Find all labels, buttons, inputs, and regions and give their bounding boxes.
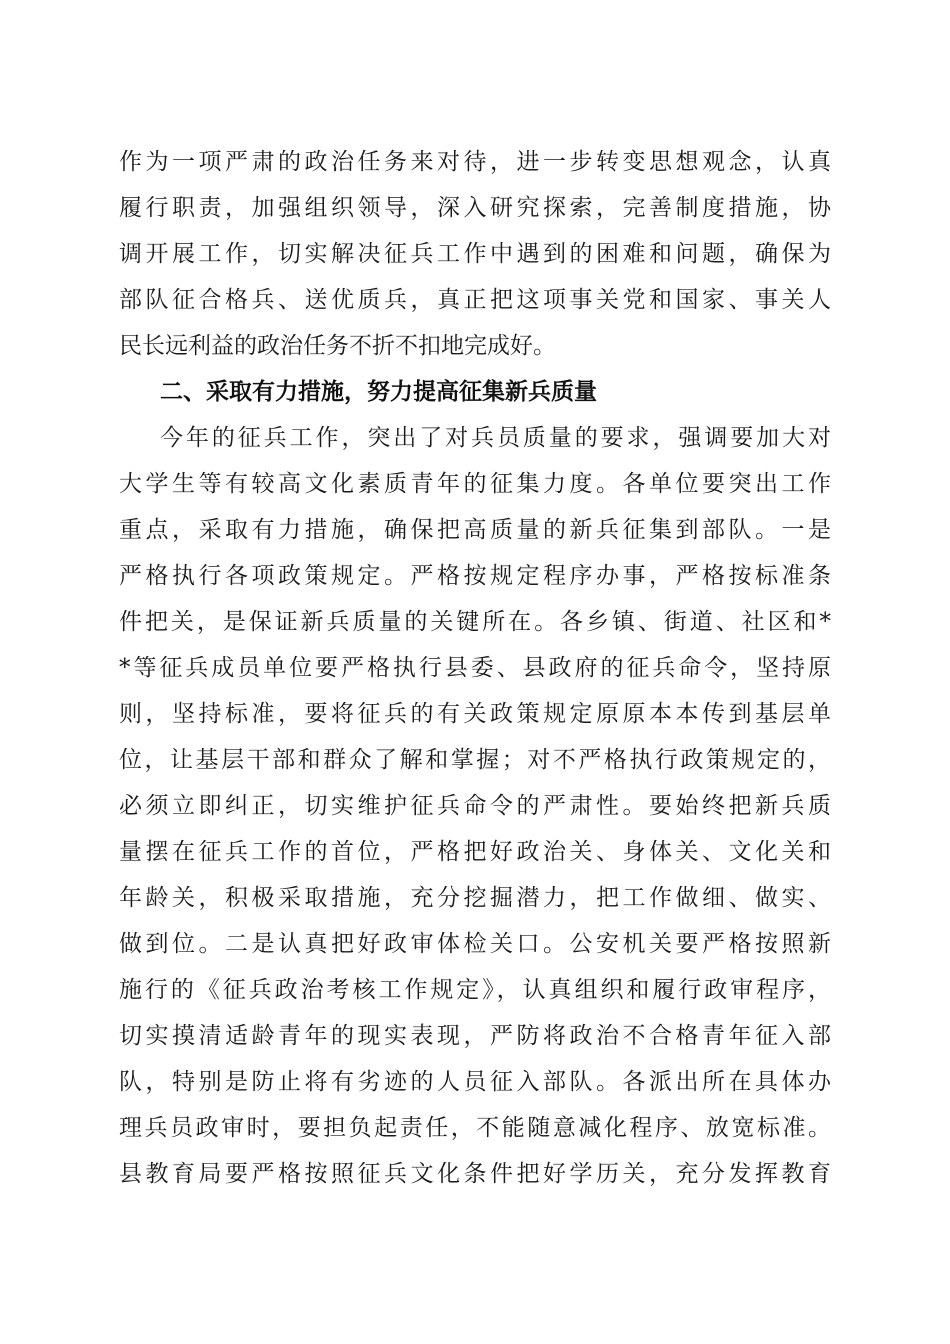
paragraph-2-line: 施行的《征兵政治考核工作规定》，认真组织和履行政审程序， [119,977,831,1003]
paragraph-2-line: 做到位。二是认真把好政审体检关口。公安机关要严格按照新 [119,931,831,957]
paragraph-2-line: 年龄关，积极采取措施，充分挖掘潜力，把工作做细、做实、 [119,885,831,911]
paragraph-1-line: 民长远利益的政治任务不折不扣地完成好。 [119,333,556,359]
paragraph-2-line: 严格执行各项政策规定。严格按规定程序办事，严格按标准条 [119,563,831,589]
paragraph-1-line: 部队征合格兵、送优质兵，真正把这项事关党和国家、事关人 [119,287,831,313]
paragraph-2-line: 则，坚持标准，要将征兵的有关政策规定原原本本传到基层单 [119,701,831,727]
paragraph-2-line: 件把关，是保证新兵质量的关键所在。各乡镇、街道、社区和* [119,609,831,635]
paragraph-2-line: 必须立即纠正，切实维护征兵命令的严肃性。要始终把新兵质 [119,793,831,819]
paragraph-2-line: *等征兵成员单位要严格执行县委、县政府的征兵命令，坚持原 [119,655,831,681]
paragraph-1-line: 履行职责，加强组织领导，深入研究探索，完善制度措施，协 [119,195,831,221]
paragraph-2-line: 队，特别是防止将有劣迹的人员征入部队。各派出所在具体办 [119,1069,831,1095]
paragraph-2-line: 大学生等有较高文化素质青年的征集力度。各单位要突出工作 [119,471,831,497]
section-heading: 二、采取有力措施，努力提高征集新兵质量 [160,379,597,405]
paragraph-2-line: 县教育局要严格按照征兵文化条件把好学历关，充分发挥教育 [119,1161,831,1187]
paragraph-2-line: 理兵员政审时，要担负起责任，不能随意减化程序、放宽标准。 [119,1115,831,1141]
paragraph-1-line: 调开展工作，切实解决征兵工作中遇到的困难和问题，确保为 [119,241,831,267]
paragraph-2-line: 切实摸清适龄青年的现实表现，严防将政治不合格青年征入部 [119,1023,831,1049]
paragraph-2-line: 量摆在征兵工作的首位，严格把好政治关、身体关、文化关和 [119,839,831,865]
paragraph-2-line: 重点，采取有力措施，确保把高质量的新兵征集到部队。一是 [119,517,831,543]
paragraph-2-line: 今年的征兵工作，突出了对兵员质量的要求，强调要加大对 [160,425,831,451]
paragraph-2-line: 位，让基层干部和群众了解和掌握；对不严格执行政策规定的， [119,747,831,773]
paragraph-1-line: 作为一项严肃的政治任务来对待，进一步转变思想观念，认真 [119,149,831,175]
